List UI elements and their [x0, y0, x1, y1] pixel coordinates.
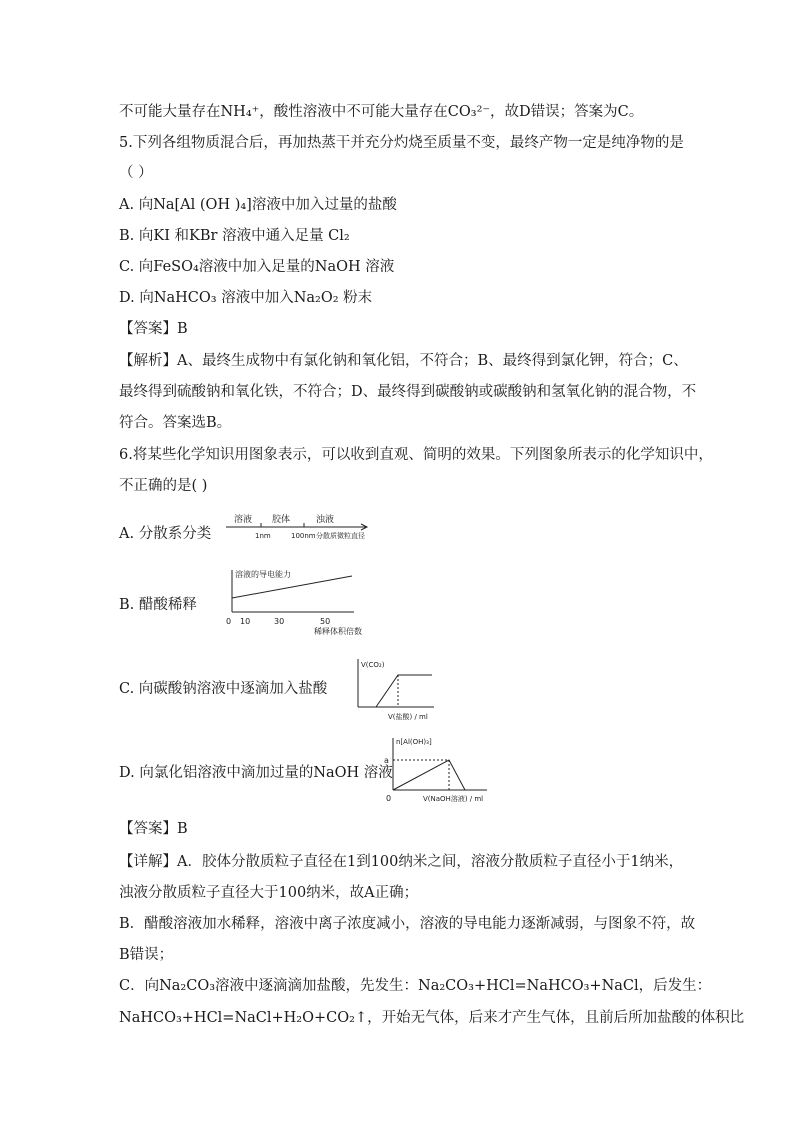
fig-c-ylabel: V(CO₂) [361, 661, 385, 669]
fig-d-curve [393, 760, 465, 790]
question-6-stem-line-1: 6.将某些化学知识用图象表示，可以收到直观、简明的效果。下列图象所表示的化学知识中， [119, 447, 713, 463]
figure-dispersion-classification [226, 510, 396, 550]
q6-detail-line-3: B．醋酸溶液加水稀释，溶液中离子浓度减小，溶液的导电能力逐渐减弱，与图象不符，故 [119, 916, 696, 932]
q5-analysis-line-1: 【解析】A、最终生成物中有氯化钠和氧化铝，不符合；B、最终得到氯化钾，符合；C、 [119, 353, 688, 369]
fig-b-tick-30: 30 [274, 617, 285, 626]
q5-option-a: A. 向Na[Al (OH )₄]溶液中加入过量的盐酸 [119, 197, 397, 213]
fig-a-label-colloid: 胶体 [272, 515, 291, 525]
fig-b-xlabel: 稀释体积倍数 [314, 627, 362, 636]
fig-c-xlabel: V(盐酸) / ml [388, 713, 428, 721]
fig-d-origin: 0 [386, 794, 392, 803]
figure-co2-vs-hcl [350, 655, 450, 729]
fig-a-label-suspension: 浊液 [316, 515, 335, 525]
fig-b-tick-50: 50 [320, 617, 331, 626]
q5-option-d: D. 向NaHCO₃ 溶液中加入Na₂O₂ 粉末 [119, 290, 373, 306]
q6-option-b: B. 醋酸稀释 [119, 597, 197, 613]
q5-option-c: C. 向FeSO₄溶液中加入足量的NaOH 溶液 [119, 259, 395, 275]
question-5-paren: （ ） [119, 165, 153, 181]
question-5-stem: 5.下列各组物质混合后，再加热蒸干并充分灼烧至质量不变，最终产物一定是纯净物的是 [119, 135, 684, 151]
q5-answer: 【答案】B [119, 321, 188, 337]
q5-analysis-line-3: 符合。答案选B。 [119, 415, 232, 431]
fig-b-tick-0: 0 [226, 617, 232, 626]
fig-a-tick-label-100nm: 100nm [291, 532, 316, 540]
q5-option-b: B. 向KI 和KBr 溶液中通入足量 Cl₂ [119, 228, 350, 244]
fig-d-a-label: a [384, 756, 389, 765]
figure-aloh3-vs-naoh [383, 732, 513, 810]
figure-acetic-acid-dilution [222, 566, 362, 642]
q6-detail-line-2: 浊液分散质粒子直径大于100纳米，故A正确； [119, 885, 419, 901]
fig-a-tick-label-1nm: 1nm [255, 532, 271, 540]
q6-option-a: A. 分散系分类 [119, 526, 212, 542]
previous-answer-tail: 不可能大量存在NH₄⁺，酸性溶液中不可能大量存在CO₃²⁻，故D错误；答案为C。 [119, 104, 644, 120]
q6-detail-line-4: B错误； [119, 947, 174, 963]
fig-b-ylabel: 溶液的导电能力 [235, 570, 291, 579]
q6-option-c: C. 向碳酸钠溶液中逐滴加入盐酸 [119, 681, 328, 697]
fig-c-curve [376, 675, 432, 707]
fig-d-xlabel: V(NaOH溶液) / ml [423, 795, 484, 803]
q6-detail-line-6: NaHCO₃+HCl=NaCl+H₂O+CO₂↑，开始无气体，后来才产生气体，且前后所加盐酸的体积比 [119, 1010, 745, 1026]
fig-a-axis-label: 分散质微粒直径 [316, 532, 365, 540]
q5-analysis-line-2: 最终得到硫酸钠和氧化铁，不符合；D、最终得到碳酸钠或碳酸钠和氢氧化钠的混合物，不 [119, 384, 697, 400]
q6-answer: 【答案】B [119, 821, 188, 837]
fig-b-curve [232, 576, 352, 598]
question-6-stem-line-2: 不正确的是( ) [119, 478, 208, 494]
q6-detail-line-5: C．向Na₂CO₃溶液中逐滴滴加盐酸，先发生：Na₂CO₃+HCl=NaHCO₃+NaCl，后发生： [119, 978, 712, 994]
fig-d-ylabel: n[Al(OH)₃] [396, 738, 432, 746]
fig-b-tick-10: 10 [240, 617, 251, 626]
q6-option-d: D. 向氯化铝溶液中滴加过量的NaOH 溶液 [119, 765, 393, 781]
fig-a-label-solution: 溶液 [234, 515, 253, 525]
q6-detail-line-1: 【详解】A．胶体分散质粒子直径在1到100纳米之间，溶液分散质粒子直径小于1纳米， [119, 854, 684, 870]
